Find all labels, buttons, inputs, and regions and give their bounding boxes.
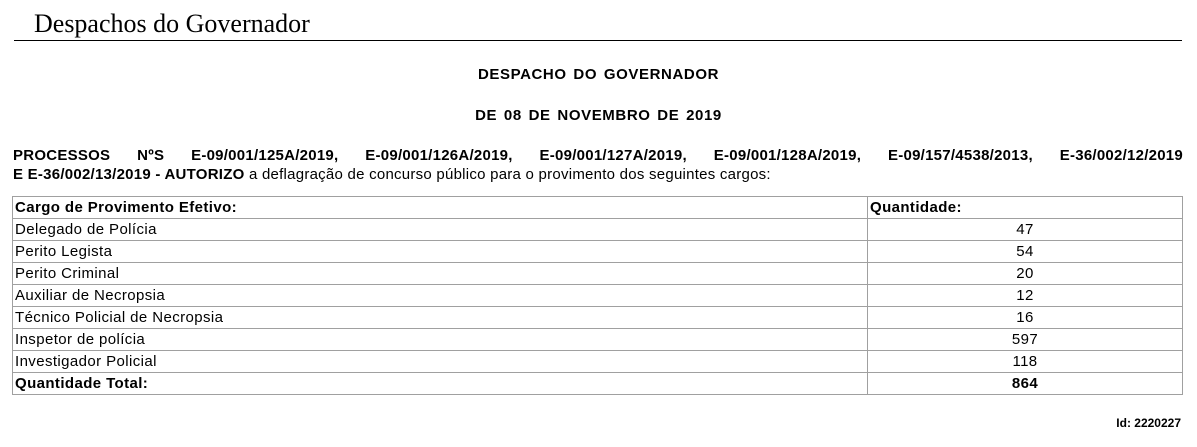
document-id: Id: 2220227 bbox=[1116, 416, 1181, 430]
row-quantidade: 12 bbox=[868, 285, 1183, 307]
authorization-line bbox=[13, 165, 1183, 184]
total-label: Quantidade Total: bbox=[13, 373, 868, 395]
section-divider bbox=[14, 40, 1182, 41]
table-row bbox=[13, 307, 1183, 329]
row-quantidade: 16 bbox=[868, 307, 1183, 329]
row-cargo: Perito Criminal bbox=[13, 263, 868, 285]
row-quantidade: 597 bbox=[868, 329, 1183, 351]
row-quantidade: 20 bbox=[868, 263, 1183, 285]
header-cargo: Cargo de Provimento Efetivo: bbox=[13, 197, 868, 219]
authorization-text: a deflagração de concurso público para o provimento dos seguintes cargos: bbox=[244, 166, 771, 183]
table-row bbox=[13, 351, 1183, 373]
dispatch-body bbox=[13, 146, 1183, 184]
process-numbers-line: PROCESSOS NºS E-09/001/125A/2019, E-09/001/126A/2019, E-09/001/127A/2019, E-09/001/128A/2019, E-09/157/4538/2013, E-36/002/12/2019 bbox=[13, 147, 1183, 164]
row-cargo: Técnico Policial de Necropsia bbox=[13, 307, 868, 329]
row-cargo: Perito Legista bbox=[13, 241, 868, 263]
row-cargo: Investigador Policial bbox=[13, 351, 868, 373]
row-quantidade: 118 bbox=[868, 351, 1183, 373]
row-quantidade: 54 bbox=[868, 241, 1183, 263]
row-cargo: Inspetor de polícia bbox=[13, 329, 868, 351]
table-total-row bbox=[13, 373, 1183, 395]
row-cargo: Auxiliar de Necropsia bbox=[13, 285, 868, 307]
table-row bbox=[13, 241, 1183, 263]
section-title: Despachos do Governador bbox=[34, 9, 310, 38]
table-row bbox=[13, 329, 1183, 351]
table-row bbox=[13, 285, 1183, 307]
row-quantidade: 47 bbox=[868, 219, 1183, 241]
dispatch-date: DE 08 DE NOVEMBRO DE 2019 bbox=[475, 107, 722, 124]
table-row bbox=[13, 263, 1183, 285]
total-value: 864 bbox=[868, 373, 1183, 395]
header-quantidade: Quantidade: bbox=[868, 197, 1183, 219]
table-row bbox=[13, 219, 1183, 241]
dispatch-heading: DESPACHO DO GOVERNADOR bbox=[477, 66, 720, 83]
row-cargo: Delegado de Polícia bbox=[13, 219, 868, 241]
table-header-row bbox=[13, 197, 1183, 219]
positions-table bbox=[12, 196, 1183, 395]
authorization-lead: E E-36/002/13/2019 - AUTORIZO bbox=[13, 166, 245, 183]
